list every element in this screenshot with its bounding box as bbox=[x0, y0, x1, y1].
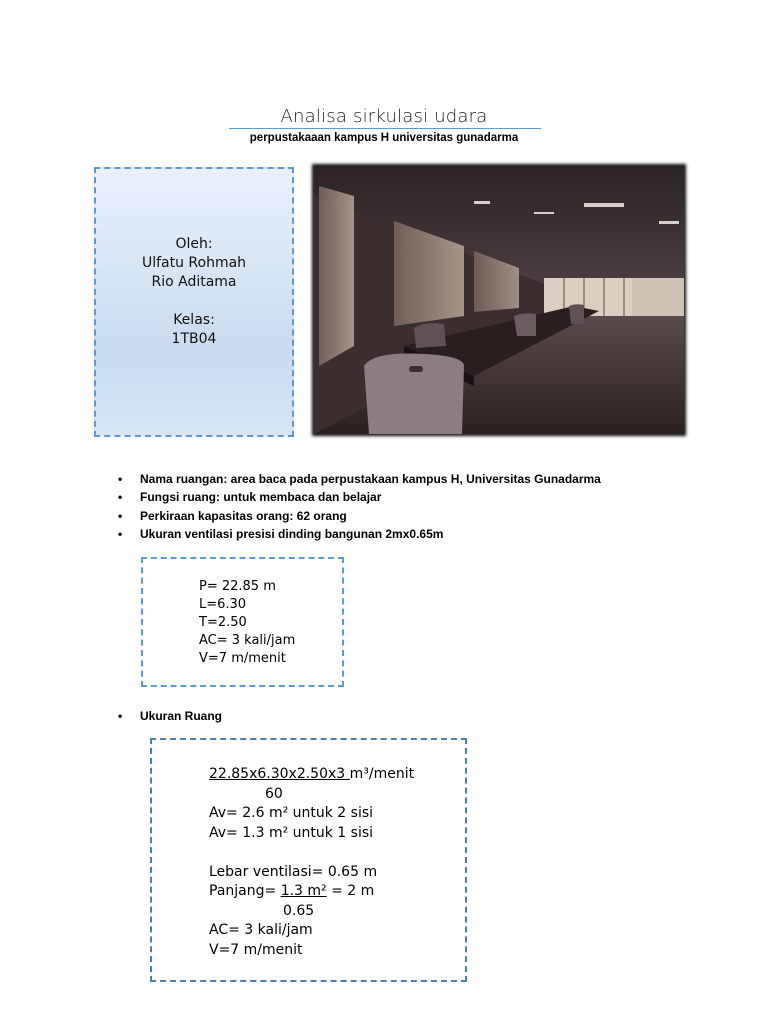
list-item-text: Ukuran ventilasi presisi dinding bangunan 2mx0.65m bbox=[140, 526, 444, 541]
parameters-text bbox=[199, 578, 295, 668]
author-line: Oleh: bbox=[175, 236, 213, 252]
v-line: V=7 m/menit bbox=[209, 941, 303, 958]
bullet-icon: • bbox=[118, 709, 123, 723]
parameter-line: V=7 m/menit bbox=[199, 651, 286, 666]
section-label: Ukuran Ruang bbox=[140, 709, 223, 723]
calculation-text bbox=[209, 765, 414, 960]
panjang-result: = 2 m bbox=[331, 883, 375, 899]
list-item bbox=[118, 470, 601, 488]
title-underline bbox=[229, 128, 541, 129]
list-item bbox=[118, 507, 601, 525]
author-line: Kelas: bbox=[173, 312, 215, 328]
calculation-box bbox=[150, 738, 467, 982]
formula-unit: m³/menit bbox=[349, 766, 415, 782]
author-line bbox=[96, 292, 292, 311]
list-item-text: Fungsi ruang: untuk membaca dan belajar bbox=[140, 490, 382, 505]
parameter-line: T=2.50 bbox=[199, 615, 247, 630]
lebar-ventilasi: Lebar ventilasi= 0.65 m bbox=[209, 863, 378, 880]
av-one-side: Av= 1.3 m² untuk 1 sisi bbox=[209, 824, 374, 841]
page-title: Analisa sirkulasi udara bbox=[280, 106, 488, 127]
list-item bbox=[118, 707, 222, 725]
info-list bbox=[118, 470, 601, 543]
blank-line bbox=[209, 843, 414, 863]
av-two-sides: Av= 2.6 m² untuk 2 sisi bbox=[209, 805, 374, 821]
author-line: 1TB04 bbox=[171, 331, 217, 347]
formula-line bbox=[209, 765, 414, 785]
panjang-line bbox=[209, 882, 414, 902]
parameter-line: AC= 3 kali/jam bbox=[199, 633, 296, 648]
bullet-icon: • bbox=[118, 472, 123, 486]
list-item bbox=[118, 488, 601, 506]
bullet-icon: • bbox=[118, 490, 123, 505]
bullet-icon: • bbox=[118, 526, 123, 541]
panjang-numerator: 1.3 m² bbox=[280, 883, 327, 899]
author-box bbox=[94, 167, 294, 437]
list-item-text: Nama ruangan: area baca pada perpustakaan kampus H, Universitas Gunadarma bbox=[140, 472, 601, 486]
page-subtitle: perpustakaaan kampus H universitas gunadarma bbox=[249, 132, 519, 144]
author-line: Ulfatu Rohmah bbox=[141, 255, 247, 271]
panjang-prefix: Panjang= bbox=[209, 883, 277, 899]
library-photo bbox=[314, 166, 684, 434]
formula-denominator: 60 bbox=[265, 785, 283, 802]
bullet-icon: • bbox=[118, 508, 123, 523]
author-line: Rio Aditama bbox=[151, 274, 237, 290]
author-info bbox=[96, 235, 292, 349]
parameters-box bbox=[141, 557, 344, 687]
parameter-line: L=6.30 bbox=[199, 597, 247, 612]
section-ukuran-ruang bbox=[118, 707, 222, 725]
list-item-text: Perkiraan kapasitas orang: 62 orang bbox=[140, 508, 347, 523]
library-photo-image bbox=[314, 166, 684, 434]
list-item bbox=[118, 525, 601, 543]
parameter-line: P= 22.85 m bbox=[199, 579, 276, 594]
ac-line: AC= 3 kali/jam bbox=[209, 922, 313, 938]
formula-numerator: 22.85x6.30x2.50x3 bbox=[209, 766, 346, 782]
panjang-denominator: 0.65 bbox=[283, 902, 315, 919]
